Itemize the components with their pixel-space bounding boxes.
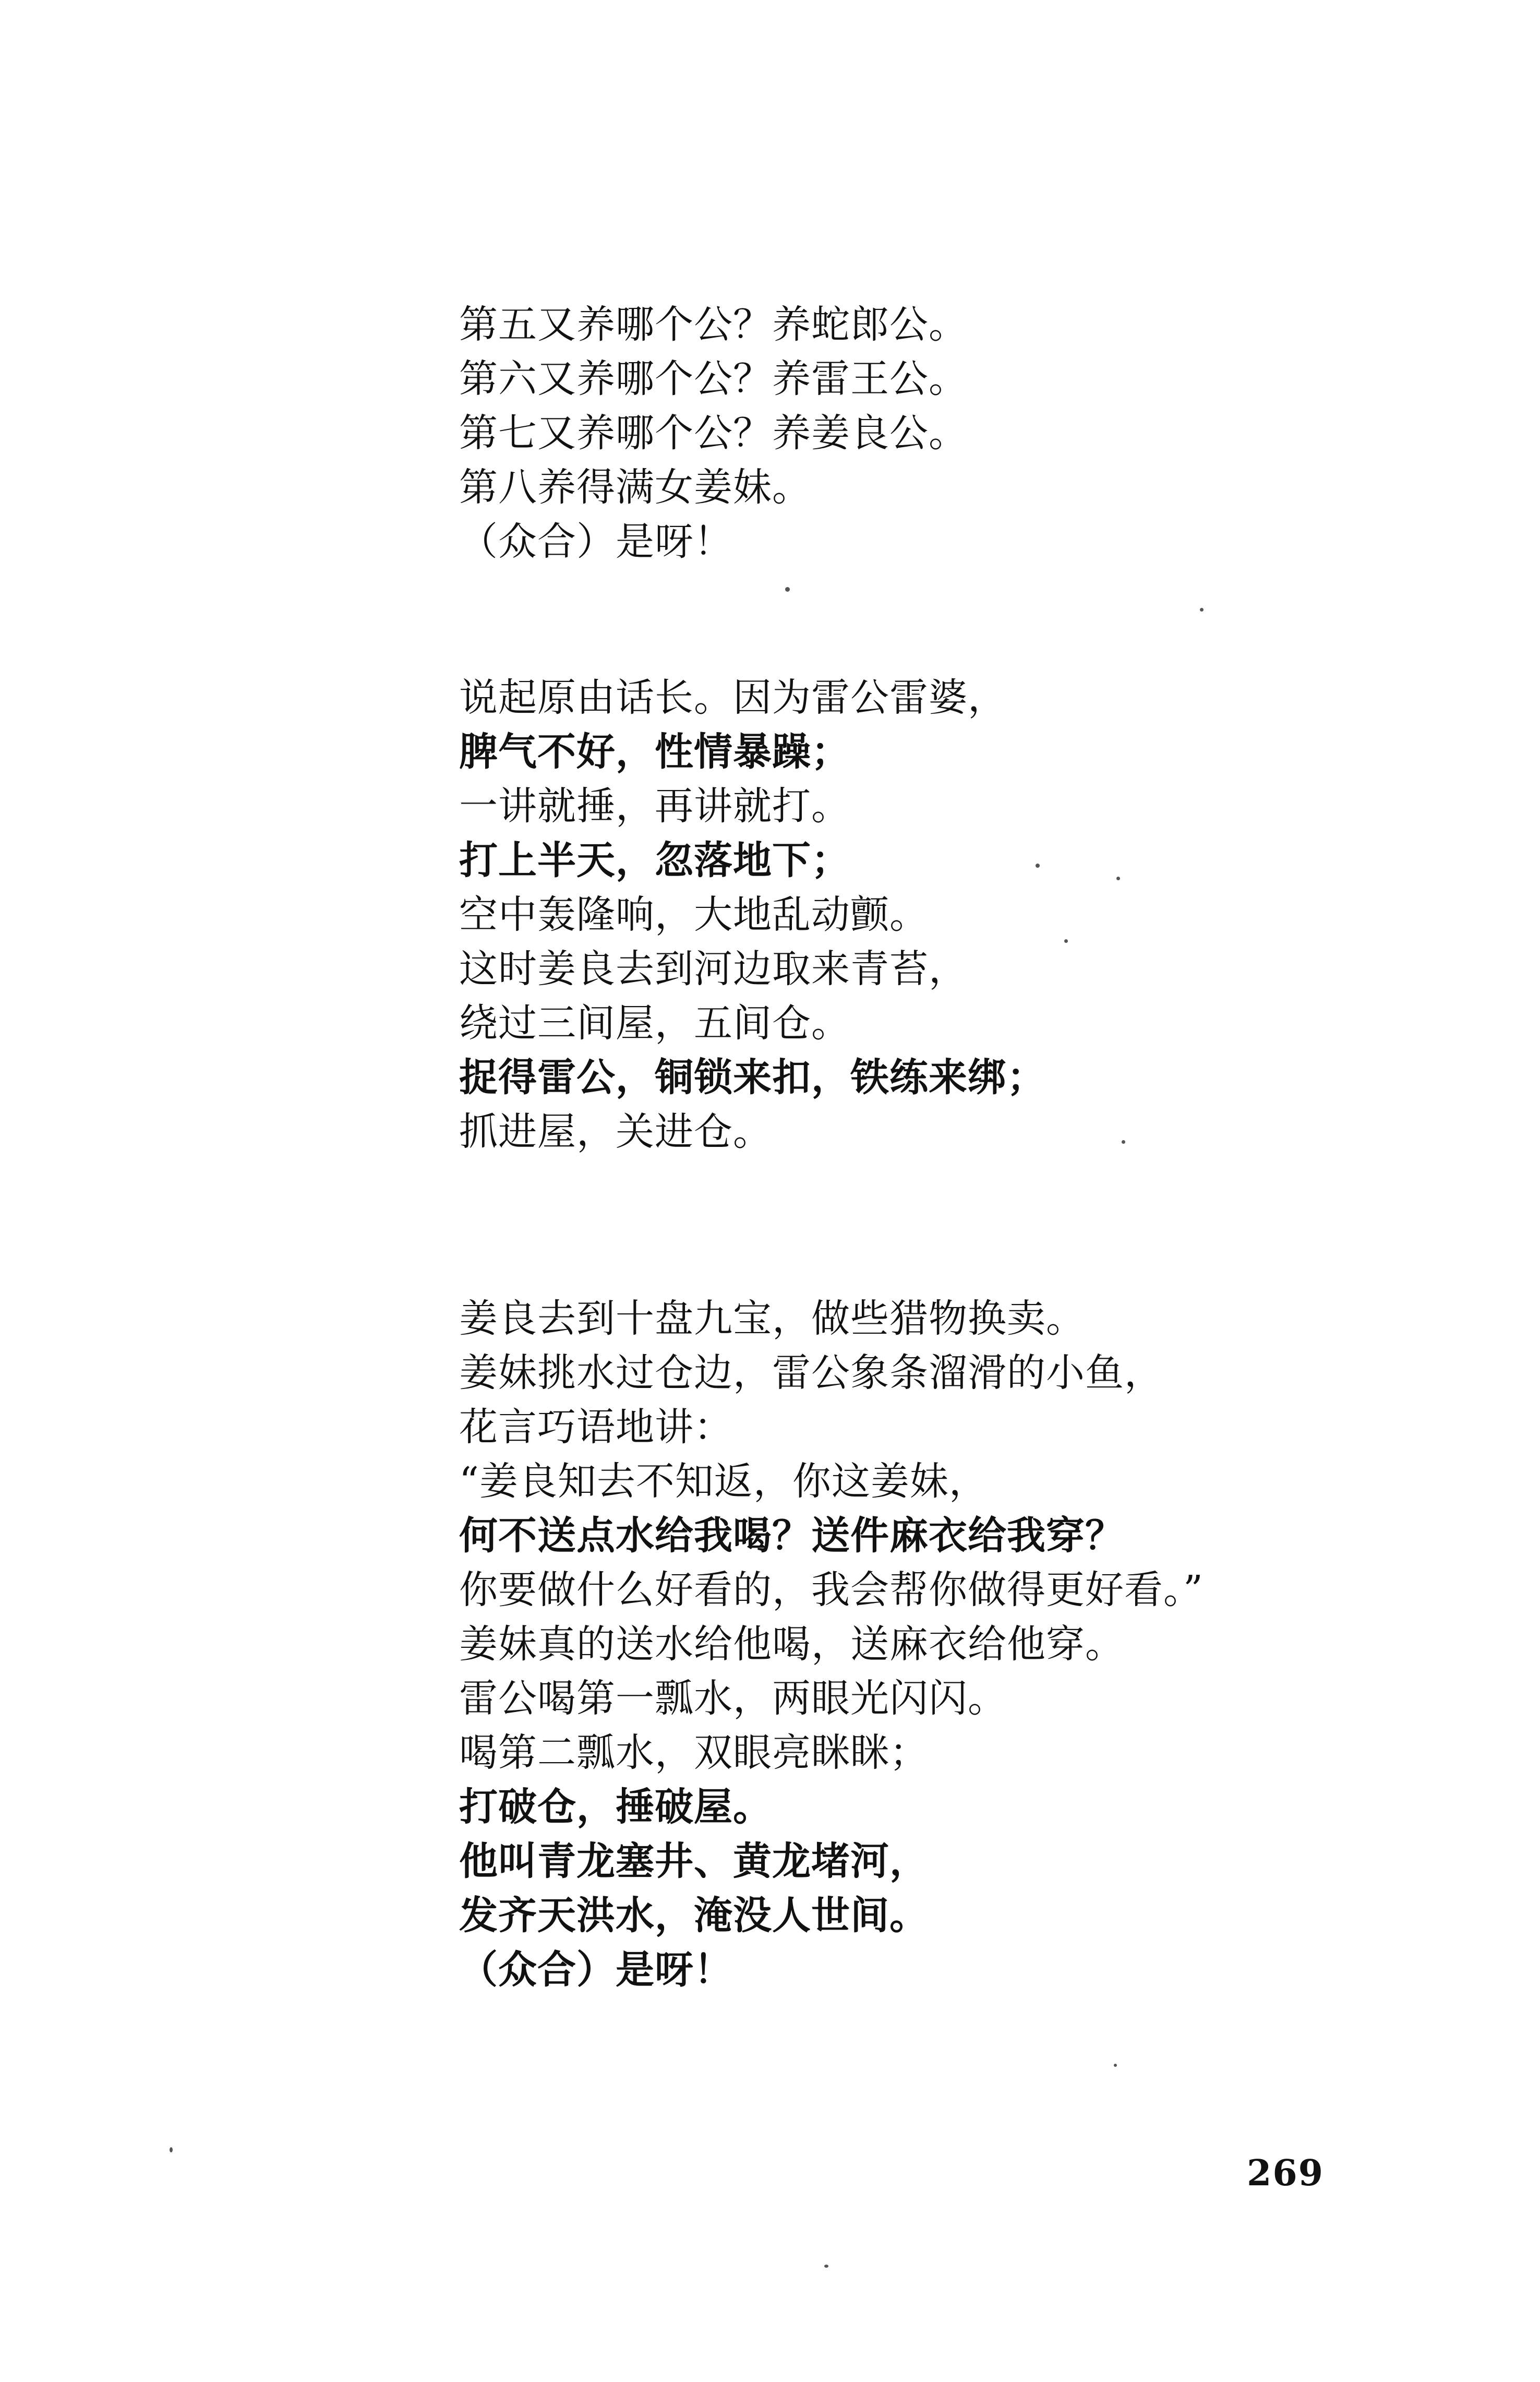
- verse-line: 姜妹真的送水给他喝，送麻衣给他穿。: [459, 1622, 1124, 1667]
- scan-speck: [785, 587, 790, 592]
- stanza-3: [459, 1291, 1398, 1997]
- verse-line: 第五又养哪个公？养蛇郎公。: [459, 302, 968, 347]
- verse-line: 第八养得满女姜妹。: [459, 465, 811, 510]
- verse-line: 说起原由话长。因为雷公雷婆，: [459, 675, 1007, 720]
- verse-line: 姜良去到十盘九宝，做些猎物换卖。: [459, 1296, 1085, 1341]
- verse-line: “姜良知去不知返，你这姜妹，: [459, 1459, 988, 1504]
- stanza-1: [459, 297, 1398, 569]
- verse-line: 花言巧语地讲：: [459, 1405, 733, 1450]
- verse-line: 他叫青龙塞井、黄龙堵河，: [459, 1839, 929, 1884]
- verse-line: 雷公喝第一瓢水，两眼光闪闪。: [459, 1676, 1007, 1721]
- verse-line: 这时姜良去到河边取来青苔，: [459, 947, 968, 991]
- scan-speck: [1036, 864, 1040, 868]
- verse-line: 抓进屋，关进仓。: [459, 1109, 772, 1154]
- verse-line: 打破仓，捶破屋。: [459, 1785, 772, 1829]
- verse-line: 打上半天，忽落地下；: [459, 838, 850, 883]
- verse-line: 第六又养哪个公？养雷王公。: [459, 356, 968, 401]
- scan-speck: [1064, 939, 1068, 943]
- verse-line: 第七又养哪个公？养姜良公。: [459, 411, 968, 456]
- scan-speck: [1200, 608, 1204, 612]
- verse-line: 空中轰隆响，大地乱动颤。: [459, 892, 929, 937]
- verse-line: 捉得雷公，铜锁来扣，铁练来绑；: [459, 1055, 1046, 1100]
- verse-line: 一讲就捶，再讲就打。: [459, 784, 850, 829]
- verse-line: 喝第二瓢水，双眼亮眯眯；: [459, 1730, 929, 1775]
- stanza-2: [459, 671, 1398, 1159]
- scan-speck: [1116, 877, 1120, 880]
- verse-line: 你要做什么好看的，我会帮你做得更好看。”: [459, 1567, 1204, 1612]
- scan-speck: [824, 2265, 828, 2268]
- scan-speck: [1122, 1140, 1125, 1144]
- verse-line: 姜妹挑水过仓边，雷公象条溜滑的小鱼，: [459, 1350, 1163, 1395]
- verse-line: 绕过三间屋，五间仓。: [459, 1001, 850, 1046]
- scan-speck: [170, 2147, 173, 2152]
- chorus-line: （众合）是呀！: [459, 519, 733, 564]
- verse-line: 脾气不好，性情暴躁；: [459, 729, 850, 774]
- page-number: 269: [1247, 2152, 1324, 2194]
- verse-line: 何不送点水给我喝？送件麻衣给我穿？: [459, 1513, 1124, 1558]
- chorus-line: （众合）是呀！: [459, 1947, 733, 1992]
- verse-line: 发齐天洪水，淹没人世间。: [459, 1893, 929, 1938]
- scan-speck: [1114, 2064, 1117, 2067]
